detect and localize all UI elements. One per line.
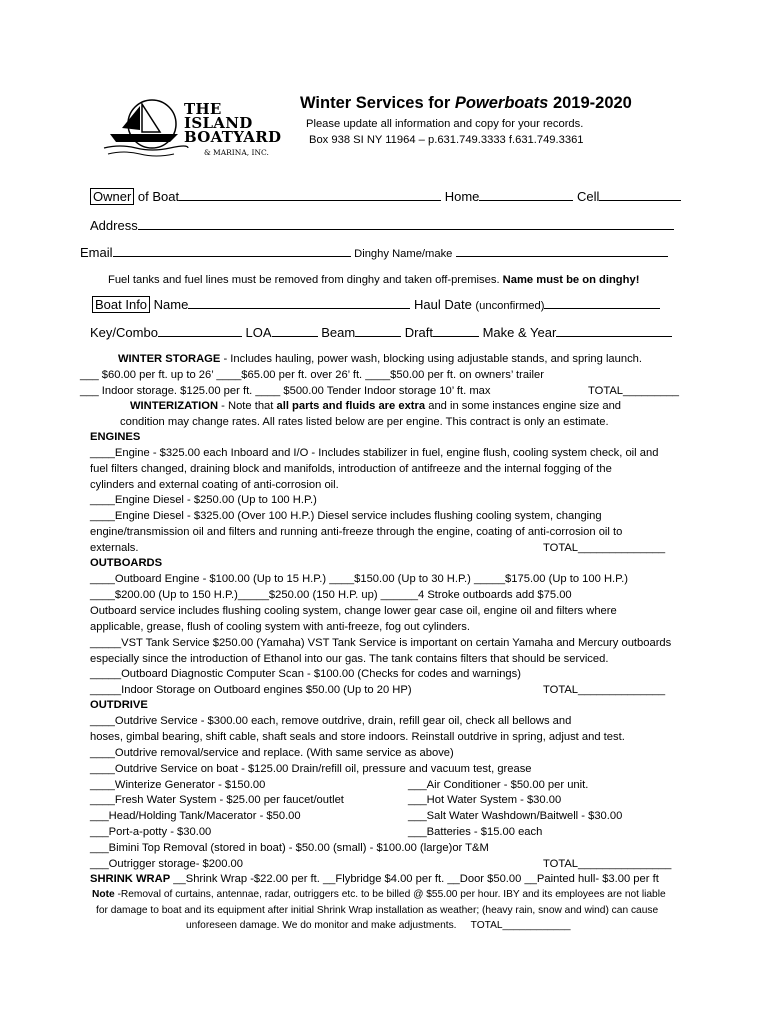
outdrive-line: ___Air Conditioner - $50.00 per unit.: [408, 779, 589, 791]
outdrive-line: ___Bimini Top Removal (stored in boat) - $50.00 (small) - $100.00 (large)or T&M: [90, 842, 489, 854]
owner-name-field[interactable]: [179, 189, 441, 201]
outdrive-line: ___Salt Water Washdown/Baitwell - $30.00: [408, 810, 623, 822]
outdrive-line: ___Outrigger storage- $200.00: [90, 858, 243, 870]
engines-line: ____Engine - $325.00 each Inboard and I/O - Includes stabilizer in fuel, engine flush, cooling system check, oil and: [90, 447, 659, 459]
outdrive-heading: OUTDRIVE: [90, 699, 148, 711]
address-field[interactable]: [138, 218, 674, 230]
header-address: Box 938 SI NY 11964 – p.631.749.3333 f.631.749.3361: [309, 134, 584, 146]
outdrive-line: ___Batteries - $15.00 each: [408, 826, 543, 838]
boat-info-line: Boat Info Name Haul Date (unconfirmed): [92, 297, 660, 314]
owner-label: Owner: [90, 188, 134, 205]
outdrive-line: ____Outdrive removal/service and replace. (With same service as above): [90, 747, 454, 759]
storage-title-line: WINTER STORAGE - Includes hauling, power wash, blocking using adjustable stands, and spring launch.: [118, 353, 643, 365]
note-line: Note -Removal of curtains, antennae, radar, outriggers etc. to be billed @ $55.00 per hour. IBY and its employees are not liable: [92, 889, 666, 900]
email-field[interactable]: [113, 245, 351, 257]
engines-total: TOTAL______________: [543, 542, 666, 554]
logo-line-2: ISLAND: [184, 114, 253, 132]
storage-total: TOTAL_________: [588, 385, 680, 397]
engines-line: ____Engine Diesel - $250.00 (Up to 100 H.P.): [90, 494, 317, 506]
outboards-heading: OUTBOARDS: [90, 557, 163, 569]
outboards-line: especially since the introduction of Ethanol into our gas. The tank contains filters that should be serviced.: [90, 653, 609, 665]
cell-phone-field[interactable]: [599, 189, 681, 201]
fuel-note: Fuel tanks and fuel lines must be removed from dinghy and taken off-premises. Name must be on dinghy!: [108, 274, 640, 286]
outboards-line: ____Outboard Engine - $100.00 (Up to 15 H.P.) ____$150.00 (Up to 30 H.P.) _____$175.00 (Up to 100 H.P.): [90, 573, 628, 585]
storage-indoor-line: ___ Indoor storage. $125.00 per ft. ____ $500.00 Tender Indoor storage 10’ ft. max: [80, 385, 491, 397]
email-line: Email Dinghy Name/make: [80, 245, 668, 262]
storage-rates-line: ___ $60.00 per ft. up to 26’ ____$65.00 per ft. over 26’ ft. ____$50.00 per ft. on owners’ trailer: [80, 369, 544, 381]
engines-line: fuel filters changed, draining block and manifolds, introduction of antifreeze and the internal fogging of the: [90, 463, 612, 475]
outdrive-line: ___Hot Water System - $30.00: [408, 794, 562, 806]
draft-field[interactable]: [433, 325, 479, 337]
header-subtitle: Please update all information and copy for your records.: [306, 118, 584, 130]
outboards-line: _____VST Tank Service $250.00 (Yamaha) VST Tank Service is important on certain Yamaha and Mercury outboards: [90, 637, 672, 649]
sailboat-logo-icon: [100, 98, 190, 164]
outdrive-line: ____Winterize Generator - $150.00: [90, 779, 266, 791]
key-combo-field[interactable]: [158, 325, 242, 337]
page-title: Winter Services for Powerboats 2019-2020: [300, 94, 632, 112]
boat-name-field[interactable]: [188, 297, 410, 309]
note-line: unforeseen damage. We do monitor and make adjustments. TOTAL____________: [186, 920, 571, 931]
outboards-line: _____Indoor Storage on Outboard engines $50.00 (Up to 20 HP): [90, 684, 412, 696]
engines-line: ____Engine Diesel - $325.00 (Over 100 H.P.) Diesel service includes flushing cooling system, changing: [90, 510, 602, 522]
outdrive-line: ___Port-a-potty - $30.00: [90, 826, 212, 838]
outboards-line: Outboard service includes flushing cooling system, change lower gear case oil, engine oil and filters where: [90, 605, 617, 617]
outdrive-line: ____Outdrive Service on boat - $125.00 Drain/refill oil, pressure and vacuum test, grease: [90, 763, 532, 775]
shrink-wrap-line: SHRINK WRAP __Shrink Wrap -$22.00 per ft. __Flybridge $4.00 per ft. __Door $50.00 __Painted hull- $3.00 per ft: [90, 873, 659, 885]
engines-line: cylinders and external coating of anti-corrosion oil.: [90, 479, 339, 491]
owner-line: Owner of Boat Home Cell: [90, 189, 681, 204]
outboards-line: applicable, grease, flush of cooling system with anti-freeze, fog out cylinders.: [90, 621, 470, 633]
outdrive-line: ___Head/Holding Tank/Macerator - $50.00: [90, 810, 301, 822]
dinghy-field[interactable]: [456, 245, 668, 257]
logo-line-1: THE: [184, 100, 222, 118]
engines-heading: ENGINES: [90, 431, 141, 443]
outdrive-line: ____Outdrive Service - $300.00 each, remove outdrive, drain, refill gear oil, check all bellows and: [90, 715, 572, 727]
outdrive-total: TOTAL_______________: [543, 858, 672, 870]
winterization-title-line: WINTERIZATION - Note that all parts and fluids are extra and in some instances engine size and: [130, 400, 622, 412]
note-line: for damage to boat and its equipment after initial Shrink Wrap installation as weather; (heavy rain, snow and wind) can cause: [96, 905, 659, 916]
beam-field[interactable]: [355, 325, 401, 337]
outboards-line: _____Outboard Diagnostic Computer Scan - $100.00 (Checks for codes and warnings): [90, 668, 521, 680]
boat-specs-line: Key/Combo LOA Beam Draft Make & Year: [90, 325, 672, 340]
home-phone-field[interactable]: [479, 189, 573, 201]
boat-info-label: Boat Info: [92, 296, 150, 313]
company-logo: [100, 98, 282, 168]
loa-field[interactable]: [272, 325, 318, 337]
haul-date-field[interactable]: [544, 297, 660, 309]
engines-line: externals.: [90, 542, 139, 554]
engines-line: engine/transmission oil and filters and running anti-freeze through the engine, coating of anti-corrosion oil to: [90, 526, 623, 538]
outdrive-line: hoses, gimbal bearing, shift cable, shaft seals and store indoors. Reinstall outdrive in spring, adjust and test.: [90, 731, 625, 743]
outboards-total: TOTAL______________: [543, 684, 666, 696]
make-year-field[interactable]: [556, 325, 672, 337]
note-total: TOTAL____________: [470, 920, 571, 931]
address-line: Address: [90, 218, 674, 233]
outdrive-line: ____Fresh Water System - $25.00 per faucet/outlet: [90, 794, 344, 806]
logo-line-3: BOATYARD: [184, 128, 282, 146]
logo-line-4: & MARINA, INC.: [204, 148, 269, 157]
winterization-line-2: condition may change rates. All rates listed below are per engine. This contract is only an estimate.: [120, 416, 609, 428]
outboards-line: ____$200.00 (Up to 150 H.P.)_____$250.00 (150 H.P. up) ______4 Stroke outboards add $75.00: [90, 589, 572, 601]
